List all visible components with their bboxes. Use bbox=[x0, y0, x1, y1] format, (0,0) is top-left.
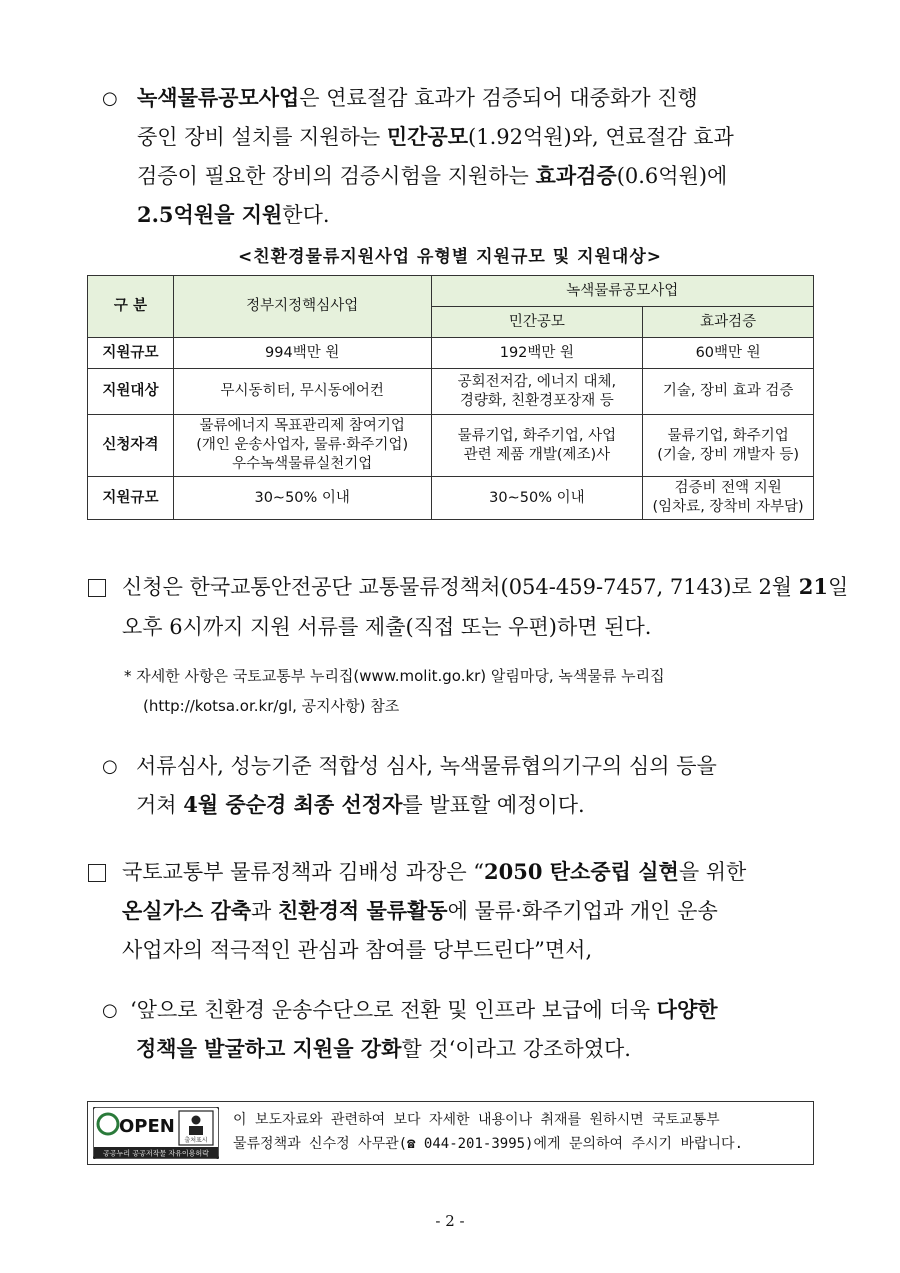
open-license-logo bbox=[93, 1107, 219, 1159]
para1-line2: 중인 장비 설치를 지원하는 민간공모(1.92억원)와, 연료절감 효과 bbox=[137, 124, 734, 149]
row-label: 지원대상 bbox=[88, 369, 174, 415]
para3-line2: 거쳐 4월 중순경 최종 선정자를 발표할 예정이다. bbox=[136, 792, 585, 817]
note-line2: (http://kotsa.or.kr/gl, 공지사항) 참조 bbox=[143, 697, 400, 715]
circle-bullet-icon: ○ bbox=[102, 756, 118, 777]
table-row bbox=[88, 369, 814, 415]
para2-line2: 오후 6시까지 지원 서류를 제출(직접 또는 우편)하면 된다. bbox=[122, 615, 652, 639]
table-row bbox=[88, 338, 814, 369]
para5-line1: ‘앞으로 친환경 운송수단으로 전환 및 인프라 보급에 더욱 다양한 bbox=[130, 997, 718, 1022]
para4-line3: 사업자의 적극적인 관심과 참여를 당부드린다”면서, bbox=[122, 938, 593, 962]
row-label: 신청자격 bbox=[88, 415, 174, 477]
table-cell: 검증비 전액 지원 (임차료, 장착비 자부담) bbox=[643, 477, 814, 520]
contact-line1: 이 보도자료와 관련하여 보다 자세한 내용이나 취재를 원하시면 국토교통부 bbox=[233, 1112, 720, 1128]
logo-text: OPEN bbox=[119, 1116, 175, 1137]
header-green-project: 녹색물류공모사업 bbox=[431, 276, 813, 307]
table-cell: 30∼50% 이내 bbox=[431, 477, 643, 520]
square-bullet-icon bbox=[88, 864, 106, 882]
table-cell: 공회전저감, 에너지 대체, 경량화, 친환경포장재 등 bbox=[431, 369, 643, 415]
logo-subtext: 공공누리 공공저작물 자유이용허락 bbox=[103, 1149, 209, 1158]
table-cell: 60백만 원 bbox=[643, 338, 814, 369]
table-cell: 기술, 장비 효과 검증 bbox=[643, 369, 814, 415]
table-cell: 무시동히터, 무시동에어컨 bbox=[173, 369, 431, 415]
square-bullet-icon bbox=[88, 579, 106, 597]
para1-line1: 녹색물류공모사업은 연료절감 효과가 검증되어 대중화가 진행 bbox=[137, 85, 698, 110]
circle-bullet-icon: ○ bbox=[102, 88, 118, 109]
para5-line2: 정책을 발굴하고 지원을 강화할 것‘이라고 강조하였다. bbox=[136, 1036, 631, 1061]
para4-line1: 국토교통부 물류정책과 김배성 과장은 “2050 탄소중립 실현을 위한 bbox=[122, 859, 747, 884]
header-private: 민간공모 bbox=[431, 307, 643, 338]
header-effect: 효과검증 bbox=[643, 307, 814, 338]
table-row bbox=[88, 415, 814, 477]
table-cell: 물류에너지 목표관리제 참여기업 (개인 운송사업자, 물류·화주기업) 우수녹색물류실천기업 bbox=[173, 415, 431, 477]
para2-line1: 신청은 한국교통안전공단 교통물류정책처(054-459-7457, 7143)로 2월 21일 bbox=[122, 574, 849, 599]
contact-line2: 물류정책과 신수정 사무관(☎ 044-201-3995)에게 문의하여 주시기 바랍니다. bbox=[233, 1136, 744, 1152]
row-label: 지원규모 bbox=[88, 477, 174, 520]
para3-line1: 서류심사, 성능기준 적합성 심사, 녹색물류협의기구의 심의 등을 bbox=[136, 754, 717, 778]
para1-line3: 검증이 필요한 장비의 검증시험을 지원하는 효과검증(0.6억원)에 bbox=[137, 163, 728, 188]
row-label: 지원규모 bbox=[88, 338, 174, 369]
table-row bbox=[88, 477, 814, 520]
para4-line2: 온실가스 감축과 친환경적 물류활동에 물류·화주기업과 개인 운송 bbox=[122, 898, 718, 923]
page-number: - 2 - bbox=[435, 1212, 465, 1230]
logo-badge: 출처표시 bbox=[184, 1137, 208, 1144]
table-cell: 30∼50% 이내 bbox=[173, 477, 431, 520]
table-cell: 192백만 원 bbox=[431, 338, 643, 369]
table-cell: 물류기업, 화주기업 (기술, 장비 개발자 등) bbox=[643, 415, 814, 477]
note-line1: * 자세한 사항은 국토교통부 누리집(www.molit.go.kr) 알림마당, 녹색물류 누리집 bbox=[124, 667, 665, 685]
contact-text bbox=[233, 1108, 743, 1156]
circle-bullet-icon: ○ bbox=[102, 1000, 118, 1021]
para1-line4: 2.5억원을 지원한다. bbox=[137, 202, 330, 227]
support-table bbox=[87, 275, 814, 520]
table-caption: <친환경물류지원사업 유형별 지원규모 및 지원대상> bbox=[237, 247, 663, 267]
header-gov-project: 정부지정핵심사업 bbox=[173, 276, 431, 338]
table-cell: 물류기업, 화주기업, 사업 관련 제품 개발(제조)사 bbox=[431, 415, 643, 477]
header-division: 구 분 bbox=[88, 276, 174, 338]
table-cell: 994백만 원 bbox=[173, 338, 431, 369]
